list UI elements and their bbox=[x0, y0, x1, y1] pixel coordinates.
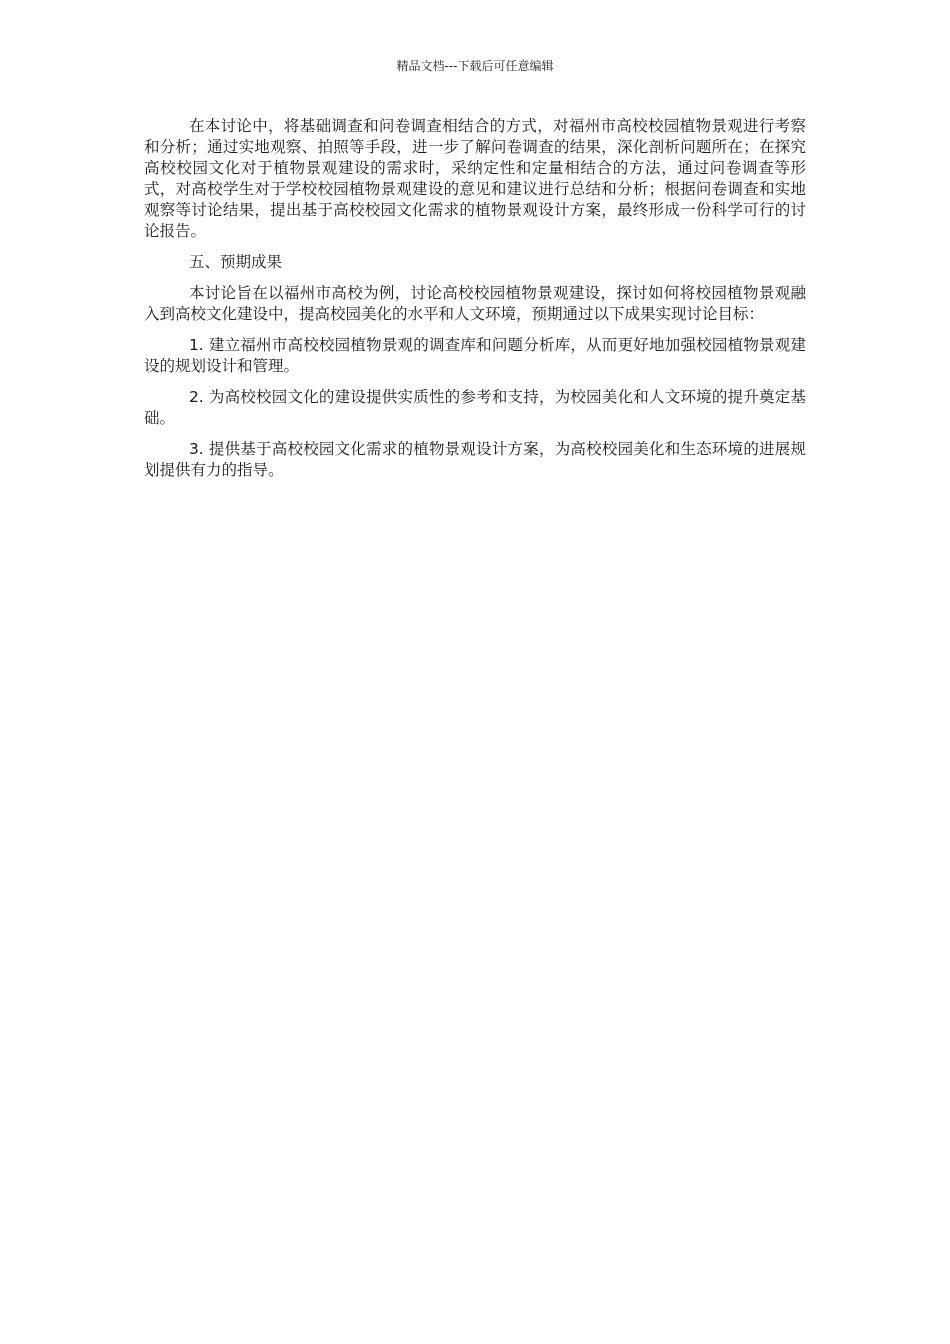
page-header: 精品文档---下载后可任意编辑 bbox=[396, 59, 554, 73]
list-item: 2. 为高校校园文化的建设提供实质性的参考和支持，为校园美化和人文环境的提升奠定基础。 bbox=[144, 388, 806, 427]
methods-paragraph: 在本讨论中，将基础调查和问卷调查相结合的方式，对福州市高校校园植物景观进行考察和分析；通过实地观察、拍照等手段，进一步了解问卷调查的结果，深化剖析问题所在；在探究高校校园文化对于植物景观建设的需求时，采纳定性和定量相结合的方法，通过问卷调查等形式，对高校学生对于学校校园植物景观建设的意见和建议进行总结和分析；根据问卷调查和实地观察等讨论结果，提出基于高校校园文化需求的植物景观设计方案，最终形成一份科学可行的讨论报告。 bbox=[144, 117, 806, 240]
list-item: 3. 提供基于高校校园文化需求的植物景观设计方案，为高校校园美化和生态环境的进展规划提供有力的指导。 bbox=[144, 440, 806, 479]
document-body bbox=[144, 116, 806, 491]
intro-paragraph: 本讨论旨在以福州市高校为例，讨论高校校园植物景观建设，探讨如何将校园植物景观融入到高校文化建设中，提高校园美化的水平和人文环境，预期通过以下成果实现讨论目标： bbox=[144, 284, 806, 323]
list-item: 1. 建立福州市高校校园植物景观的调查库和问题分析库，从而更好地加强校园植物景观建设的规划设计和管理。 bbox=[144, 336, 806, 375]
section-heading: 五、预期成果 bbox=[188, 253, 282, 271]
